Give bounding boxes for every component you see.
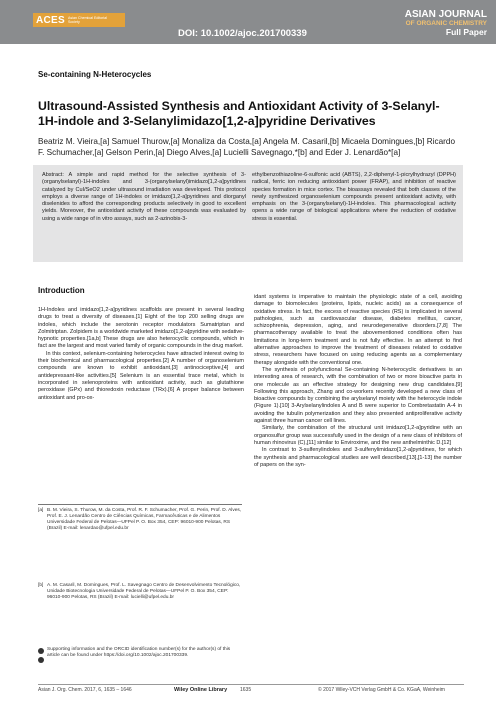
intro-left-column bbox=[38, 307, 244, 402]
journal-name-line1: ASIAN JOURNAL bbox=[404, 9, 487, 20]
article-type-label: Full Paper bbox=[445, 27, 487, 37]
article-title: Ultrasound-Assisted Synthesis and Antioxidant Activity of 3-Selanyl-1H-indole and 3-Selanylimidazo[1,2-a]pyridine Derivatives bbox=[38, 99, 440, 128]
footer-wiley-link[interactable]: Wiley Online Library bbox=[174, 687, 228, 693]
intro-paragraph: idant systems is imperative to maintain the physiologic state of a cell, avoiding damage to biomolecules (proteins, lipids, nucleic acids) as a consequence of oxidative stress. In fact, the excess of reactive species (RS) is implicated in several pathologies, such as cardiovascular disease, diabetes mellitus, cancer, schizophrenia, depression, aging, and neurodegenerative disorders.[7,8] The pharmacotherapy available to treat the abovementioned conditions often has limitations in long-term treatment and is not fully effective. In an attempt to find alternative approaches to improve the treatment of diseases related to oxidative stress, researchers have focused on using reducing agents as a complementary therapy alongside with the conventional one. bbox=[254, 294, 462, 366]
abstract-text-right: ethylbenzothiazoline-6-sulfonic acid (ABTS), 2,2-diphenyl-1-picrylhydrazyl (DPPH) radical, ferric ion reducing antioxidant power (FRAP), and inhibition of reactive species formation in mice cortex. The bioassays revealed that both classes of the newly synthesized organoselenium compounds present antioxidant activity, with emphasis on the 3-(organylselanyl)-1H-indoles. This pharmacological activity opens a wide range of biological applications where the reduction of oxidative stress is essential. bbox=[252, 172, 456, 222]
author-list: Beatriz M. Vieira,[a] Samuel Thurow,[a] Monaliza da Costa,[a] Angela M. Casaril,[b] Micaela Domingues,[b] Ricardo F. Schumacher,[a] Gelson Perin,[a] Diego Alves,[a] Lucielli Savegnago,*[b] and Eder J. Lenardão*[a] bbox=[38, 137, 455, 158]
supporting-info-note bbox=[38, 647, 244, 659]
journal-name-line2: OF ORGANIC CHEMISTRY bbox=[405, 20, 487, 27]
intro-paragraph: Similarly, the combination of the structural unit imidazo[1,2-a]pyridine with an organosulfur group was successfully used in the design of a new class of inhibitors of human rhinovirus (C),[11] similar to Enviroxime, and the new anthelminthic D.[12] bbox=[254, 425, 462, 446]
affiliation-a-text: B. M. Vieira, S. Thurow, M. da Costa, Prof. R. F. Schumacher, Prof. G. Perin, Prof. D. Alves, Prof. E. J. Lenardão Centro de Ciências Químicas, Farmacêuticas e de Alimentos Universidade Federal de Pelotas—UFPel P. O. Box 354, CEP: 96010-900 Pelotas, RS (Brazil) E-mail: lenardao@ufpel.edu.br bbox=[47, 508, 242, 532]
affiliation-b bbox=[38, 583, 244, 601]
intro-paragraph: 1H-Indoles and imidazo[1,2-a]pyridines scaffolds are present in several leading drugs to treat a diversity of diseases.[1] Eight of the top 200 selling drugs are indoles, which include the serotonin receptor modulators Sumatriptan and Zolmitriptan. Zolpidem is a worldwide marketed imidazo[1,2-a]pyridine with sedative-hypnotic properties.[1a,b] These drugs are also heterocyclic compounds, which in fact are the largest and most varied family of organic compounds in the drug market. bbox=[38, 307, 244, 350]
affiliation-divider bbox=[38, 504, 242, 505]
article-doi[interactable]: DOI: 10.1002/ajoc.201700339 bbox=[178, 28, 307, 39]
affiliation-b-text: A. M. Casaril, M. Domingues, Prof. L. Savegnago Centro de Desenvolvimento Tecnológico, Unidade Biotecnologia Universidade Federal de Pelotas—UFPel P. O. Box 354, CEP: 96010-900 Pelotas, RS (Brazil) E-mail: lucielli@ufpel.edu.br bbox=[47, 583, 241, 601]
intro-paragraph: In this context, selenium-containing heterocycles have attracted interest owing to their biochemical and pharmacological properties.[2] A number of organoselenium compounds are known to exhibit antioxidant,[3] antinociceptive,[4] and antidepressant-like activities.[5] Selenium is an essential trace metal, which is incorporated in selenoproteins with antioxidant activity, such as glutathione peroxidase (GPx) and thioredoxin reductase (TRx).[6] A proper balance between antioxidant and pro-ox- bbox=[38, 350, 244, 401]
aces-logo-subtext: Asian Chemical Editorial Society bbox=[67, 16, 107, 24]
footer-citation: Asian J. Org. Chem. 2017, 6, 1635 – 1646 bbox=[38, 687, 132, 693]
intro-paragraph: In contrast to 3-sulfenylindoles and 3-sulfenylimidazo[1,2-a]pyridines, for which the synthesis and pharmacological studies are well described,[13],[1-13] the number of papers on the syn- bbox=[254, 447, 462, 468]
footer-copyright: © 2017 Wiley-VCH Verlag GmbH & Co. KGaA, Weinheim bbox=[318, 687, 445, 693]
affiliation-a-label: [a] bbox=[38, 508, 44, 513]
aces-logo-text: ACES bbox=[36, 14, 65, 26]
section-label: Se-containing N-Heterocycles bbox=[38, 70, 152, 79]
footer-divider bbox=[38, 684, 464, 685]
journal-name-block bbox=[405, 10, 487, 37]
abstract-text-left: Abstract: A simple and rapid method for the selective synthesis of 3-(organylselanyl)-1H-indoles and 3-(organylselanyl)imidazo[1,2-a]pyridines catalyzed by CuI/SeO2 under ultrasound irradiation was developed. This protocol employs a diverse range of 1H-indoles or imidazo[1,2-a]pyridines and diorganyl diselenides to afford the corresponding products selectively in good to excellent yields. Moreover, the antioxidant activity of these compounds was evaluated by using a wide range of in vitro assays, such as 2-azinobis-3- bbox=[42, 172, 246, 222]
page-number: 1635 bbox=[240, 687, 252, 693]
introduction-heading: Introduction bbox=[38, 286, 85, 295]
intro-right-column bbox=[254, 294, 462, 469]
supporting-info-text[interactable]: Supporting information and the ORCID identification number(s) for the author(s) of this article can be found under https://doi.org/10.1002/ajoc.201700339. bbox=[47, 647, 231, 659]
aces-logo bbox=[33, 13, 125, 27]
affiliation-a bbox=[38, 508, 244, 532]
affiliation-b-label: [b] bbox=[38, 583, 44, 588]
intro-paragraph: The synthesis of polyfunctional Se-containing N-heterocyclic derivatives is an interesting area of research, with the combination of two or more bioactive parts in one molecule as an effective strategy for designing new drug candidates.[9] Following this approach, Zhang and co-workers recently developed a new class of bioactive compounds by combining the arylselanyl moiety with the heterocycle indole (Figure 1).[10] 3-Arylselanylindoles A and B were superior to Combretastatin A-4 in avoiding the tubulin polymerization and they also presented antiproliferative activity against three human cancer cell lines. bbox=[254, 366, 462, 425]
